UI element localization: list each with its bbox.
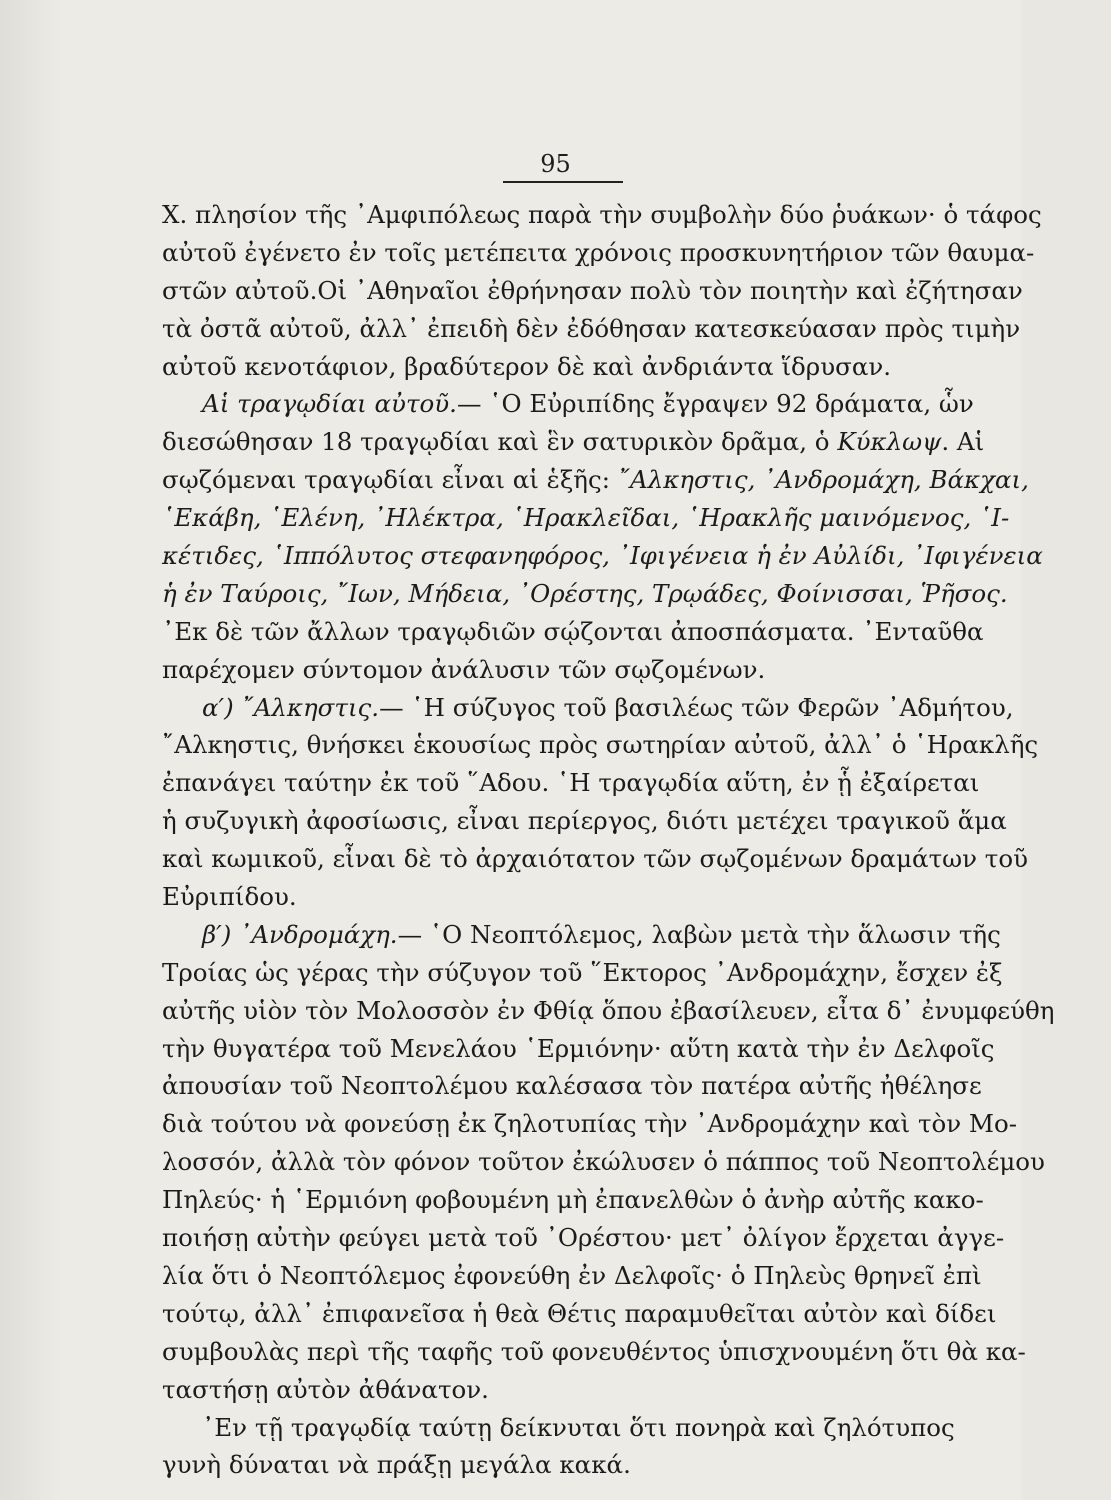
italic-segment: β′) ᾿Ανδρομάχη.	[202, 919, 398, 949]
text-segment: λία ὅτι ὁ Νεοπτόλεμος ἐφονεύθη ἐν Δελφοῖς· ὁ Πηλεὺς θρηνεῖ ἐπὶ	[162, 1260, 982, 1290]
text-line	[162, 272, 1023, 310]
text-segment: διὰ τούτου νὰ φονεύσῃ ἐκ ζηλοτυπίας τὴν ᾿Ανδρομάχην καὶ τὸν Μο-	[162, 1109, 1018, 1139]
italic-segment: Αἱ τραγῳδίαι αὐτοῦ.	[202, 389, 457, 419]
text-segment: ἐπανάγει ταύτην ἐκ τοῦ ῞Αδου. ῾Η τραγῳδία αὕτη, ἐν ᾗ ἐξαίρεται	[162, 768, 980, 798]
italic-segment: α′) ῎Αλκηστις.	[202, 692, 380, 722]
text-line	[162, 385, 974, 423]
text-line	[162, 1105, 1018, 1143]
text-line	[162, 1030, 995, 1068]
text-line	[162, 1257, 982, 1295]
text-segment: Εὐριπίδου.	[162, 882, 297, 912]
text-line	[162, 461, 1029, 499]
text-line	[162, 423, 985, 461]
text-segment: αὐτοῦ κενοτάφιον, βραδύτερον δὲ καὶ ἀνδριάντα ἵδρυσαν.	[162, 351, 892, 381]
text-segment: ἀπουσίαν τοῦ Νεοπτολέμου καλέσασα τὸν πατέρα αὐτῆς ἠθέλησε	[162, 1071, 982, 1101]
text-line	[162, 613, 984, 651]
text-segment: ταστήσῃ αὐτὸν ἀθάνατον.	[162, 1374, 489, 1404]
text-segment: γυνὴ δύναται νὰ πράξῃ μεγάλα κακά.	[162, 1450, 631, 1480]
text-line	[162, 840, 1028, 878]
text-line	[162, 575, 1008, 613]
text-segment: καὶ κωμικοῦ, εἶναι δὲ τὸ ἀρχαιότατον τῶν σῳζομένων δραμάτων τοῦ	[162, 844, 1028, 874]
text-line	[162, 651, 962, 689]
italic-segment: Κύκλωψ	[837, 427, 942, 457]
text-line	[162, 1181, 984, 1219]
text-line	[162, 992, 1055, 1030]
text-line	[162, 348, 962, 386]
text-segment: — ῾Η σύζυγος τοῦ βασιλέως τῶν Φερῶν ᾿Αδμήτου,	[379, 692, 1014, 722]
text-line	[162, 1067, 982, 1105]
text-segment: αὐτοῦ ἐγένετο ἐν τοῖς μετέπειτα χρόνοις προσκυνητήριον τῶν θαυμα-	[162, 237, 1035, 267]
text-line	[162, 1219, 1005, 1257]
text-line	[162, 1295, 997, 1333]
text-segment: — ῾Ο Εὐριπίδης ἔγραψεν 92 δράματα, ὧν	[456, 389, 974, 419]
text-line	[162, 878, 962, 916]
text-segment: στῶν αὐτοῦ.Οἱ ᾿Αθηναῖοι ἐθρήνησαν πολὺ τὸν ποιητὴν καὶ ἐζήτησαν	[162, 275, 1023, 305]
text-segment: ποιήσῃ αὐτὴν φεύγει μετὰ τοῦ ᾿Ορέστου· μετ᾿ ὀλίγον ἔρχεται ἀγγε-	[162, 1223, 1005, 1253]
italic-segment: ἡ ἐν Ταύροις, ῎Ιων, Μήδεια, ᾿Ορέστης, Τρῳάδες, Φοίνισσαι, Ῥῆσος.	[162, 578, 1008, 608]
header-rule	[503, 181, 623, 183]
text-line	[162, 916, 1001, 954]
page-number: 95	[540, 150, 571, 178]
text-segment: τὰ ὀστᾶ αὐτοῦ, ἀλλ᾿ ἐπειδὴ δὲν ἐδόθησαν κατεσκεύασαν πρὸς τιμὴν	[162, 313, 1021, 343]
text-line	[162, 726, 1039, 764]
text-segment: λοσσόν, ἀλλὰ τὸν φόνον τοῦτον ἐκώλυσεν ὁ πάππος τοῦ Νεοπτολέμου	[162, 1147, 1045, 1177]
text-line	[162, 1333, 1026, 1371]
text-segment: ᾿Εκ δὲ τῶν ἄλλων τραγῳδιῶν σῴζονται ἀποσπάσματα. ᾿Ενταῦθα	[162, 616, 984, 646]
italic-segment: ῾Εκάβη, ῾Ελένη, ᾿Ηλέκτρα, ῾Ηρακλεῖδαι, ῾Ηρακλῆς μαινόμενος, ῾Ι-	[162, 503, 1010, 533]
text-line	[162, 537, 1043, 575]
text-line	[162, 1409, 962, 1447]
text-line	[162, 954, 1003, 992]
text-segment: τὴν θυγατέρα τοῦ Μενελάου ῾Ερμιόνην· αὕτη κατὰ τὴν ἐν Δελφοῖς	[162, 1033, 995, 1063]
text-segment: τούτῳ, ἀλλ᾿ ἐπιφανεῖσα ἡ θεὰ Θέτις παραμυθεῖται αὐτὸν καὶ δίδει	[162, 1298, 997, 1328]
text-line	[162, 764, 980, 802]
text-segment: συμβουλὰς περὶ τῆς ταφῆς τοῦ φονευθέντος ὑπισχνουμένη ὅτι θὰ κα-	[162, 1336, 1026, 1366]
text-line	[162, 310, 1021, 348]
text-segment: ᾿Εν τῇ τραγῳδίᾳ ταύτῃ δείκνυται ὅτι πονηρὰ καὶ ζηλότυπος	[202, 1412, 955, 1442]
text-line	[162, 1371, 962, 1409]
text-line	[162, 689, 1014, 727]
text-segment: ῎Αλκηστις, θνήσκει ἑκουσίως πρὸς σωτηρίαν αὐτοῦ, ἀλλ᾿ ὁ ῾Ηρακλῆς	[162, 730, 1039, 760]
text-segment: ἡ συζυγικὴ ἀφοσίωσις, εἶναι περίεργος, διότι μετέχει τραγικοῦ ἅμα	[162, 806, 1007, 836]
text-line	[162, 499, 1010, 537]
text-segment: — ῾Ο Νεοπτόλεμος, λαβὼν μετὰ τὴν ἅλωσιν τῆς	[397, 919, 1001, 949]
text-segment: σῳζόμεναι τραγῳδίαι εἶναι αἱ ἑξῆς:	[162, 465, 618, 495]
text-segment: παρέχομεν σύντομον ἀνάλυσιν τῶν σῳζομένων.	[162, 654, 766, 684]
text-segment: Τροίας ὡς γέρας τὴν σύζυγον τοῦ ῞Εκτορος ᾿Ανδρομάχην, ἔσχεν ἐξ	[162, 957, 1003, 987]
text-line	[162, 196, 1042, 234]
italic-segment: κέτιδες, ῾Ιππόλυτος στεφανηφόρος, ᾿Ιφιγένεια ἡ ἐν Αὐλίδι, ᾿Ιφιγένεια	[162, 541, 1043, 571]
text-line	[162, 1143, 1045, 1181]
text-segment: . Αἱ	[941, 427, 985, 457]
text-line	[162, 234, 1035, 272]
text-line	[162, 1446, 962, 1484]
text-segment: X. πλησίον τῆς ᾿Αμφιπόλεως παρὰ τὴν συμβολὴν δύο ῥυάκων· ὁ τάφος	[162, 200, 1042, 229]
text-segment: αὐτῆς υἱὸν τὸν Μολοσσὸν ἐν Φθίᾳ ὅπου ἐβασίλευεν, εἶτα δ᾿ ἐνυμφεύθη	[162, 995, 1055, 1025]
text-segment: Πηλεύς· ἡ ῾Ερμιόνη φοβουμένη μὴ ἐπανελθὼν ὁ ἀνὴρ αὐτῆς κακο-	[162, 1185, 984, 1215]
text-segment: διεσώθησαν 18 τραγῳδίαι καὶ ἓν σατυρικὸν δρᾶμα, ὁ	[162, 427, 838, 457]
text-line	[162, 802, 1007, 840]
body-text	[162, 196, 1055, 1484]
italic-segment: ῎Αλκηστις, ᾿Ανδρομάχη, Βάκχαι,	[617, 465, 1029, 495]
